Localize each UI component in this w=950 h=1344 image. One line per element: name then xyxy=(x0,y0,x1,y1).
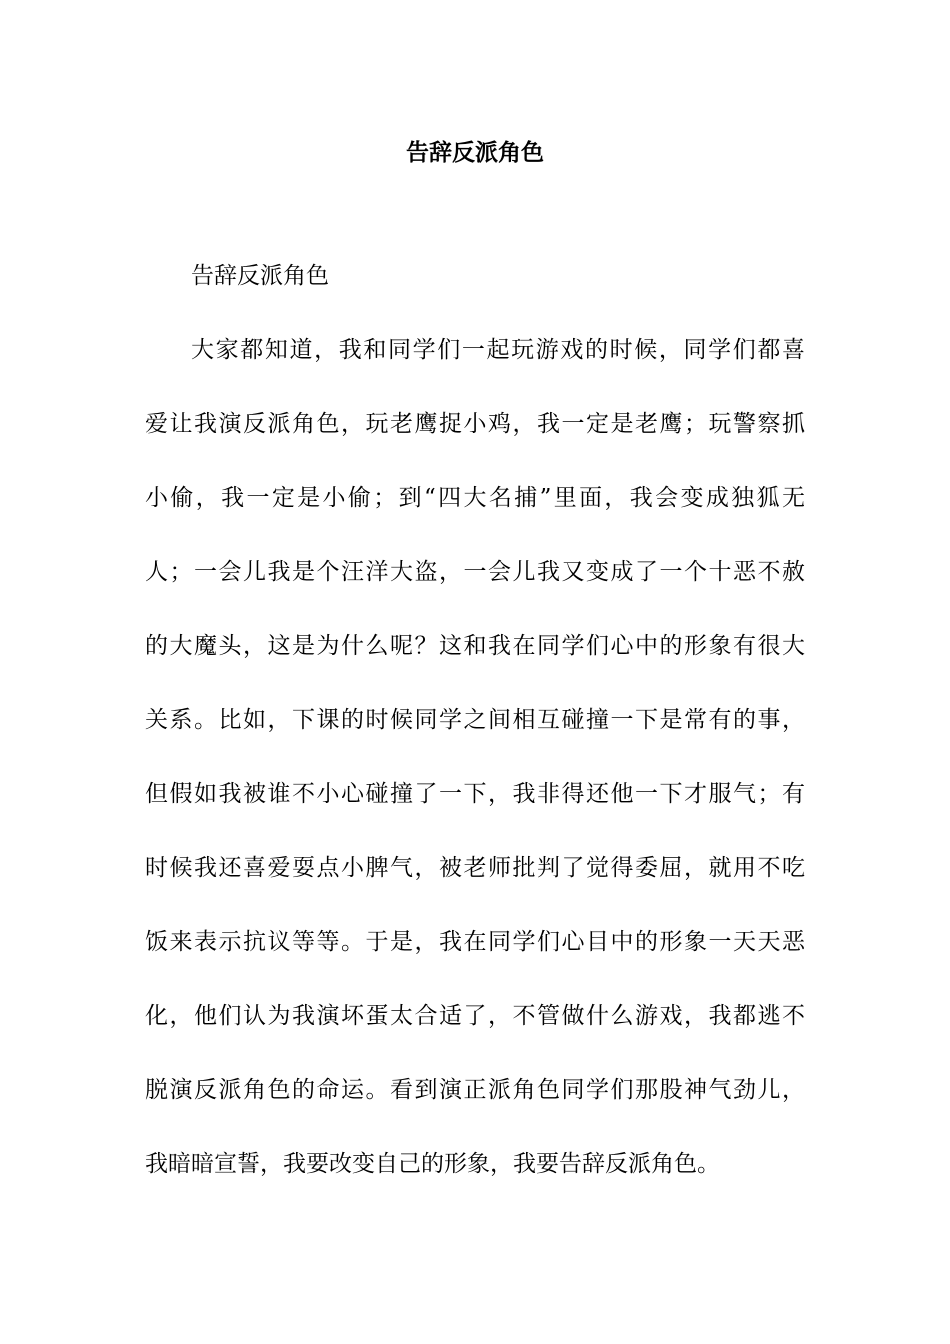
text-line: 我暗暗宣誓，我要改变自己的形象，我要告辞反派角色。 xyxy=(145,1151,720,1177)
text-line: 大家都知道，我和同学们一起玩游戏的时候，同学们都喜 xyxy=(191,337,805,363)
subtitle-line: 告辞反派角色 xyxy=(191,263,329,289)
text-line: 饭来表示抗议等等。于是，我在同学们心目中的形象一天天恶 xyxy=(145,929,805,955)
document-body xyxy=(145,256,805,1218)
text-line: 的大魔头，这是为什么呢？这和我在同学们心中的形象有很大 xyxy=(145,633,805,659)
text-line: 时候我还喜爱耍点小脾气，被老师批判了觉得委屈，就用不吃 xyxy=(145,855,805,881)
document-title: 告辞反派角色 xyxy=(406,139,544,166)
text-line: 爱让我演反派角色，玩老鹰捉小鸡，我一定是老鹰；玩警察抓 xyxy=(145,411,805,437)
text-line: 人；一会儿我是个汪洋大盗，一会儿我又变成了一个十恶不赦 xyxy=(145,559,805,585)
text-line: 但假如我被谁不小心碰撞了一下，我非得还他一下才服气；有 xyxy=(145,781,805,807)
text-line: 脱演反派角色的命运。看到演正派角色同学们那股神气劲儿， xyxy=(145,1077,805,1103)
text-line: 小偷，我一定是小偷；到“四大名捕”里面，我会变成独狐无 xyxy=(145,485,805,511)
text-line: 化，他们认为我演坏蛋太合适了，不管做什么游戏，我都逃不 xyxy=(145,1003,805,1029)
text-line: 关系。比如，下课的时候同学之间相互碰撞一下是常有的事， xyxy=(145,707,805,733)
